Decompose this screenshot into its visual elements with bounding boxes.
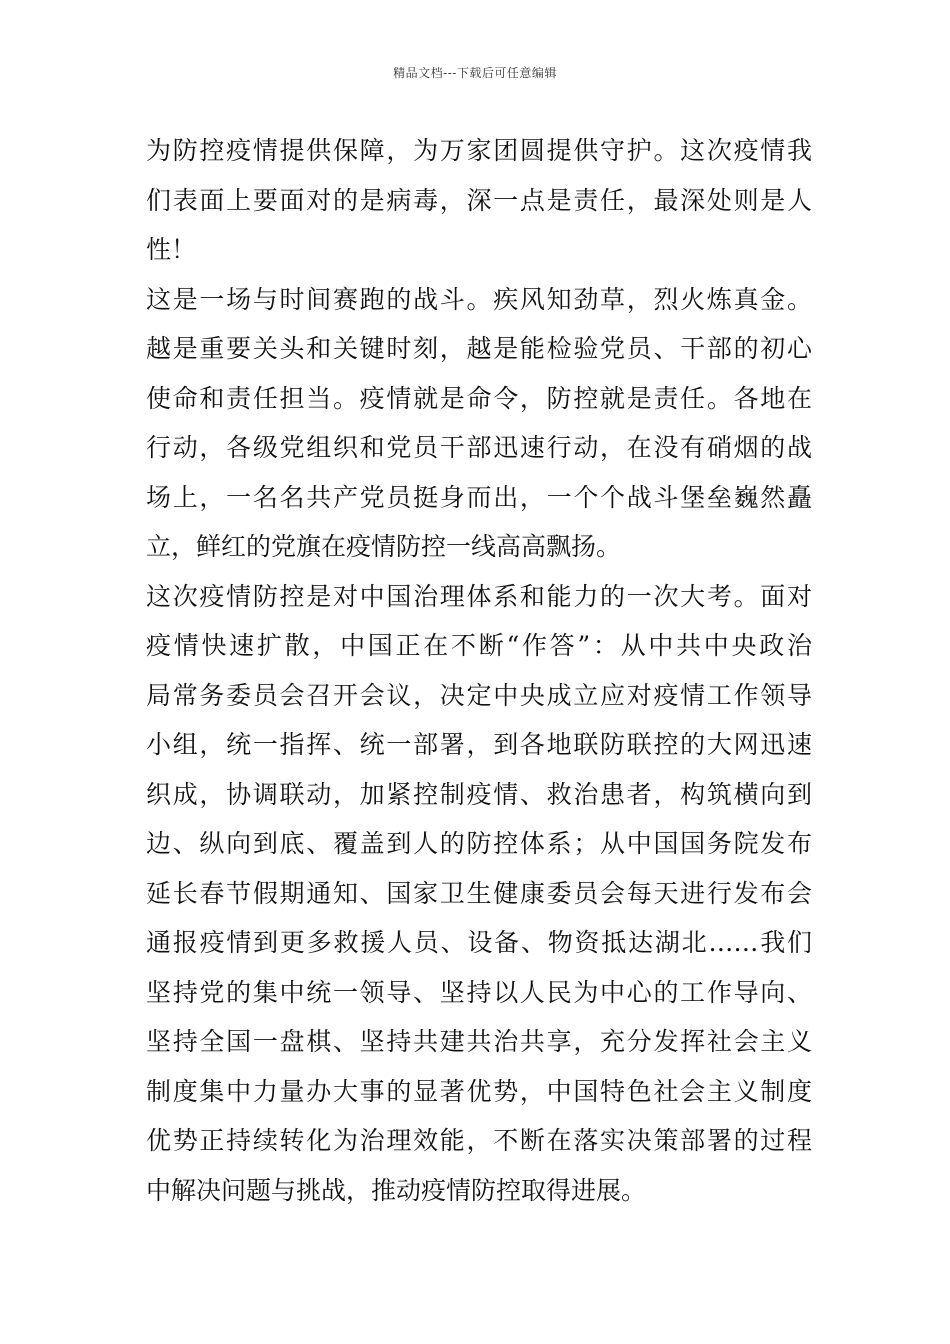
text-line: 优势正持续转化为治理效能，不断在落实决策部署的过程: [146, 1126, 812, 1155]
text-line: 通报疫情到更多救援人员、设备、物资抵达湖北……我们: [146, 928, 812, 957]
text-line: 延长春节假期通知、国家卫生健康委员会每天进行发布会: [146, 878, 812, 908]
text-line: 性！: [146, 235, 197, 264]
text-line: 使命和责任担当。疫情就是命令，防控就是责任。各地在: [146, 383, 812, 413]
text-line: 小组，统一指挥、统一部署，到各地联防联控的大网迅速: [146, 730, 812, 759]
text-line: 坚持党的集中统一领导、坚持以人民为中心的工作导向、: [146, 977, 812, 1007]
text-line: 这次疫情防控是对中国治理体系和能力的一次大考。面对: [146, 581, 812, 611]
text-line: 局常务委员会召开会议，决定中央成立应对疫情工作领导: [146, 680, 812, 710]
text-line: 立，鲜红的党旗在疫情防控一线高高飘扬。: [146, 532, 622, 561]
text-line: 中解决问题与挑战，推动疫情防控取得进展。: [146, 1175, 647, 1205]
text-line: 这是一场与时间赛跑的战斗。疾风知劲草，烈火炼真金。: [146, 284, 812, 314]
text-line: 为防控疫情提供保障，为万家团圆提供守护。这次疫情我: [146, 136, 812, 165]
text-line: 制度集中力量办大事的显著优势，中国特色社会主义制度: [146, 1076, 812, 1106]
text-line: 边、纵向到底、覆盖到人的防控体系；从中国国务院发布: [146, 829, 812, 858]
text-line: 疫情快速扩散，中国正在不断“作答”：从中共中央政治: [146, 631, 812, 660]
text-line: 们表面上要面对的是病毒，深一点是责任，最深处则是人: [146, 185, 812, 215]
text-line: 行动，各级党组织和党员干部迅速行动，在没有硝烟的战: [146, 433, 812, 462]
text-line: 场上，一名名共产党员挺身而出，一个个战斗堡垒巍然矗: [146, 482, 812, 512]
text-line: 织成，协调联动，加紧控制疫情、救治患者，构筑横向到: [146, 779, 812, 809]
body-text: [146, 126, 812, 1215]
text-line: 坚持全国一盘棋、坚持共建共治共享，充分发挥社会主义: [146, 1027, 812, 1056]
page-header: 精品文档---下载后可任意编辑: [393, 66, 557, 80]
text-line: 越是重要关头和关键时刻，越是能检验党员、干部的初心: [146, 334, 812, 363]
